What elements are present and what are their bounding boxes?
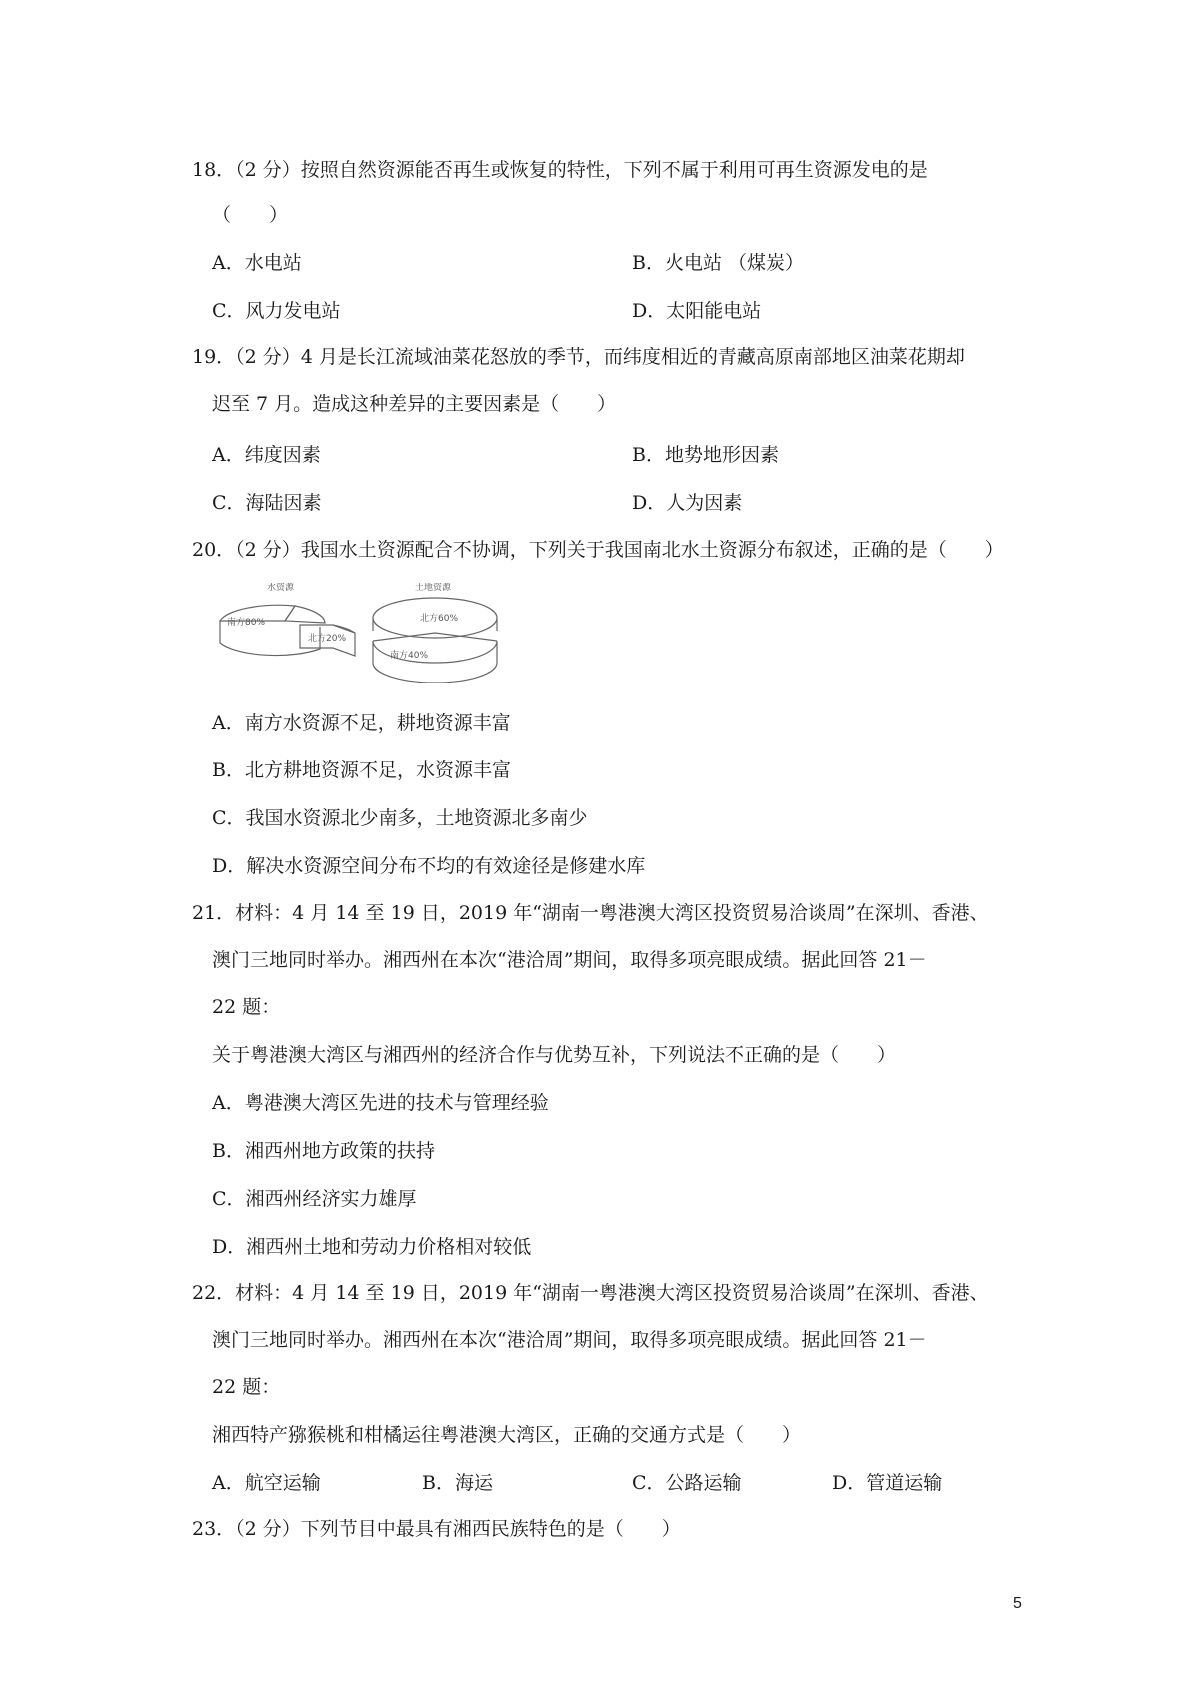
q22-option-a: A．航空运输 [212,1472,321,1494]
q19-line2: 迟至 7 月。造成这种差异的主要因素是（ ） [212,393,617,415]
q22-line3: 22 题： [212,1376,281,1398]
resource-pie-figure [215,583,535,683]
q21-option-d: D．湘西州土地和劳动力价格相对较低 [212,1236,532,1258]
q20-option-b: B．北方耕地资源不足，水资源丰富 [212,759,511,781]
land-pie-title: 土地资源 [415,583,452,593]
water-pie-south-label: 南方80% [227,618,266,628]
q19-option-c: C．海陆因素 [212,492,322,514]
q22-option-d: D．管道运输 [832,1472,943,1494]
q21-question: 关于粤港澳大湾区与湘西州的经济合作与优势互补，下列说法不正确的是（ ） [212,1044,897,1066]
q18-option-c: C．风力发电站 [212,300,341,322]
q21-line3: 22 题： [212,996,281,1018]
q20-stem: 20．（2 分）我国水土资源配合不协调，下列关于我国南北水土资源分布叙述，正确的是（ ） [192,539,1004,561]
q19-option-b: B．地势地形因素 [632,444,779,466]
q19-line1: 19．（2 分）4 月是长江流域油菜花怒放的季节，而纬度相近的青藏高原南部地区油菜花期却 [192,346,965,368]
water-resource-pie [220,605,355,656]
q18-option-a: A．水电站 [212,252,302,274]
q21-option-c: C．湘西州经济实力雄厚 [212,1188,417,1210]
page-number: 5 [1013,1595,1022,1612]
q20-option-c: C．我国水资源北少南多，土地资源北多南少 [212,807,588,829]
q18-option-b: B．火电站 （煤炭） [632,252,805,274]
q18-paren: （ ） [212,204,289,226]
q22-option-b: B．海运 [422,1472,493,1494]
q18-stem: 18．（2 分）按照自然资源能否再生或恢复的特性，下列不属于利用可再生资源发电的是 [192,159,928,181]
land-pie-south-label: 南方40% [390,651,429,661]
q21-line1: 21．材料：4 月 14 至 19 日，2019 年“湖南一粤港澳大湾区投资贸易洽谈周”在深圳、香港、 [192,902,989,924]
q21-option-a: A．粤港澳大湾区先进的技术与管理经验 [212,1092,549,1114]
q22-line2: 澳门三地同时举办。湘西州在本次“港洽周”期间，取得多项亮眼成绩。据此回答 21－ [212,1329,927,1351]
q19-option-d: D．人为因素 [632,492,743,514]
q22-option-c: C．公路运输 [632,1472,742,1494]
land-south-slice [373,641,497,683]
q20-option-a: A．南方水资源不足，耕地资源丰富 [212,712,511,734]
q19-option-a: A．纬度因素 [212,444,321,466]
land-pie-north-label: 北方60% [420,614,459,624]
q23-stem: 23．（2 分）下列节目中最具有湘西民族特色的是（ ） [192,1518,681,1540]
q22-question: 湘西特产猕猴桃和柑橘运往粤港澳大湾区，正确的交通方式是（ ） [212,1424,802,1446]
q18-option-d: D．太阳能电站 [632,300,762,322]
q21-line2: 澳门三地同时举办。湘西州在本次“港洽周”期间，取得多项亮眼成绩。据此回答 21－ [212,949,927,971]
water-pie-title: 水资源 [267,583,295,593]
q22-line1: 22．材料：4 月 14 至 19 日，2019 年“湖南一粤港澳大湾区投资贸易洽谈周”在深圳、香港、 [192,1282,989,1304]
land-resource-pie [373,598,497,683]
q21-option-b: B．湘西州地方政策的扶持 [212,1140,435,1162]
q20-option-d: D．解决水资源空间分布不均的有效途径是修建水库 [212,855,646,877]
water-pie-north-label: 北方20% [308,634,347,644]
